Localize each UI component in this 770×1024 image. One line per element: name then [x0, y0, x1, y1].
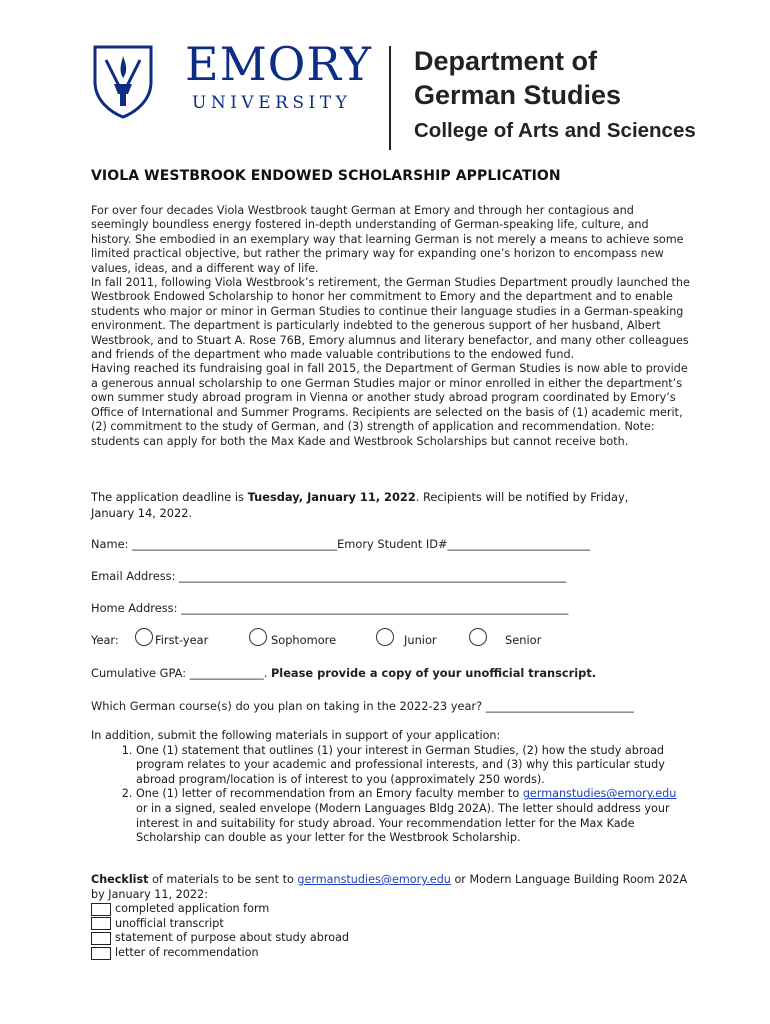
radio-sophomore[interactable] — [249, 628, 267, 646]
checklist-item — [91, 931, 691, 946]
checklist-item-label: statement of purpose about study abroad — [115, 931, 350, 945]
checklist-item-label: completed application form — [115, 902, 270, 916]
year-label: Year: — [91, 633, 119, 647]
radio-senior[interactable] — [469, 628, 487, 646]
emory-shield-icon — [92, 44, 154, 120]
checkbox-application-form[interactable] — [91, 903, 111, 916]
checkbox-recommendation[interactable] — [91, 947, 111, 960]
emory-wordmark: EMORY — [185, 37, 372, 91]
deadline-suffix: . Recipients will be notified by Friday, January 14, 2022. — [91, 490, 629, 520]
materials-list — [91, 744, 691, 846]
checklist-item-label: unofficial transcript — [115, 916, 224, 930]
page-title: VIOLA WESTBROOK ENDOWED SCHOLARSHIP APPLICATION — [91, 168, 561, 184]
department-name-line2: German Studies — [414, 80, 622, 110]
checkbox-statement[interactable] — [91, 932, 111, 945]
intro-paragraph-1: For over four decades Viola Westbrook taught German at Emory and through her contagious and seemingly boundless energy fostered in-depth understanding of German-speaking life, culture, and history. She embodied in an exemplary way that learning German is not merely a means to achieve some limited practical objective, but rather the primary way for expanding one’s horizon to encompass new values, ideas, and a different way of life. — [91, 204, 684, 275]
materials-intro: In addition, submit the following materials in support of your application: — [91, 729, 501, 742]
checklist-heading: Checklist — [91, 873, 149, 886]
germanstudies-email-link[interactable]: germanstudies@emory.edu — [522, 787, 677, 801]
materials-item-recommendation — [136, 787, 691, 845]
college-name: College of Arts and Sciences — [414, 119, 696, 142]
deadline-prefix: The application deadline is — [91, 490, 248, 504]
name-and-id-field[interactable]: Name: ____________________________________Emory Student ID#_________________________ — [91, 537, 590, 551]
year-selector — [91, 626, 691, 650]
intro-text — [91, 204, 691, 449]
checklist-item — [91, 946, 691, 961]
intro-paragraph-3: Having reached its fundraising goal in fall 2015, the Department of German Studies is now able to provide a generous annual scholarship to one German Studies major or minor enrolled in either the department’s own summer study abroad program in Vienna or another study abroad program coordinated by Emory’s Office of International and Summer Programs. Recipients are selected on the basis of (1) academic merit, (2) commitment to the study of German, and (3) strength of application and recommendation. Note: students can apply for both the Max Kade and Westbrook Scholarships but cannot receive both. — [91, 362, 688, 448]
checklist-email-link[interactable]: germanstudies@emory.edu — [297, 873, 451, 886]
year-option-sophomore: Sophomore — [271, 633, 337, 647]
home-address-field[interactable]: Home Address: ____________________________________________________________________ — [91, 601, 569, 615]
department-name-line1: Department of — [414, 46, 598, 76]
checklist-text-2: or Modern Language Building Room 202A by January 11, 2022: — [91, 873, 688, 901]
letterhead — [0, 0, 770, 160]
materials-item-statement: 1. One (1) statement that outlines (1) your interest in German Studies, (2) how the study abroad program relates to your academic and professional interests, and (3) why this particular study abroad program/location is of interest to you (approximately 250 words). — [136, 744, 691, 788]
course-plan-field[interactable]: Which German course(s) do you plan on taking in the 2022-23 year? __________________________ — [91, 699, 634, 713]
checklist-item — [91, 917, 691, 932]
intro-paragraph-2: In fall 2011, following Viola Westbrook’s retirement, the German Studies Department proudly launched the Westbrook Endowed Scholarship to honor her commitment to Emory and the department and to enable students who major or minor in German Studies to continue their language studies in a German-speaking environment. The department is particularly indebted to the generous support of her husband, Albert Westbrook, and to Stuart A. Rose 76B, Emory alumnus and literary benefactor, and many other colleagues and friends of the department who made valuable contributions to the endowed fund. — [91, 276, 690, 362]
gpa-label: Cumulative GPA: _____________. — [91, 666, 271, 680]
deadline-notice — [91, 489, 651, 521]
recommendation-text-suffix: or in a signed, sealed envelope (Modern Languages Bldg 202A). The letter should address your interest in and suitability for study abroad. Your recommendation letter for the Max Kade Scholarship can double as your letter for the Westbrook Scholarship. — [136, 801, 670, 845]
recommendation-text-prefix: One (1) letter of recommendation from an Emory faculty member to — [136, 787, 523, 801]
university-wordmark: UNIVERSITY — [192, 93, 352, 113]
year-option-first-year: First-year — [155, 633, 209, 647]
checklist-text-1: of materials to be sent to — [148, 873, 298, 886]
checkbox-transcript[interactable] — [91, 917, 111, 930]
checklist-item — [91, 902, 691, 917]
header-divider — [389, 46, 391, 150]
radio-first-year[interactable] — [135, 628, 153, 646]
year-option-junior: Junior — [404, 633, 437, 647]
year-option-senior: Senior — [505, 633, 542, 647]
checklist-item-label: letter of recommendation — [115, 945, 259, 959]
checklist-section — [91, 873, 691, 960]
materials-section — [91, 729, 691, 846]
deadline-date: Tuesday, January 11, 2022 — [247, 490, 416, 504]
email-address-field[interactable]: Email Address: ____________________________________________________________________ — [91, 569, 567, 583]
radio-junior[interactable] — [376, 628, 394, 646]
gpa-field[interactable] — [91, 666, 596, 680]
checklist-intro — [91, 873, 691, 902]
transcript-note: Please provide a copy of your unofficial transcript. — [270, 666, 597, 680]
